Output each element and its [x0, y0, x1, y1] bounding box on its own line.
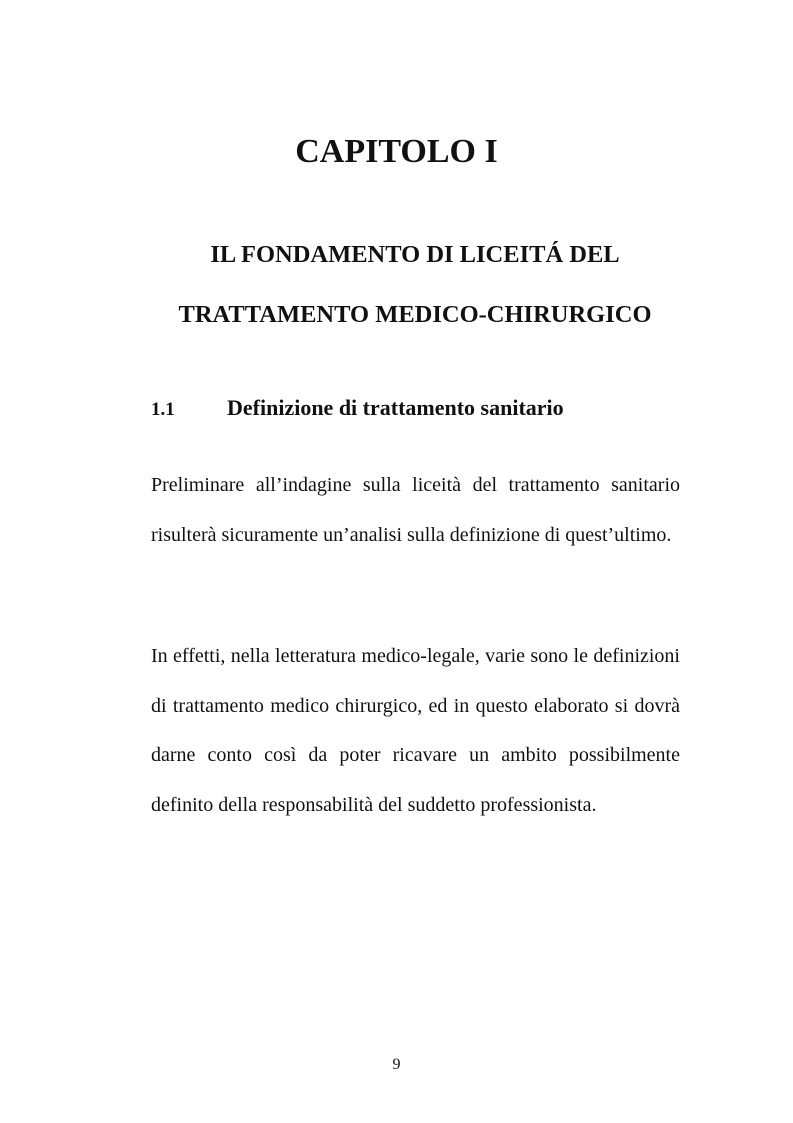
body-paragraph-2: In effetti, nella letteratura medico-legale, varie sono le definizioni di trattamento medico chirurgico, ed in questo elaborato si dovrà darne conto così da poter ricavare un ambito possibilmente definito della responsabilità del suddetto professionista.	[151, 645, 680, 816]
body-paragraph-1: Preliminare all’indagine sulla liceità del trattamento sanitario risulterà sicuramente un’analisi sulla definizione di quest’ultimo.	[151, 474, 680, 546]
chapter-subtitle-line-2: TRATTAMENTO MEDICO-CHIRURGICO	[178, 301, 652, 328]
section-heading	[151, 394, 680, 424]
chapter-title: CAPITOLO I	[295, 133, 498, 170]
section-number: 1.1	[151, 399, 175, 420]
section-title: Definizione di trattamento sanitario	[227, 395, 564, 420]
chapter-subtitle-line-1: IL FONDAMENTO DI LICEITÁ DEL	[210, 241, 620, 268]
page-number: 9	[392, 1056, 401, 1073]
